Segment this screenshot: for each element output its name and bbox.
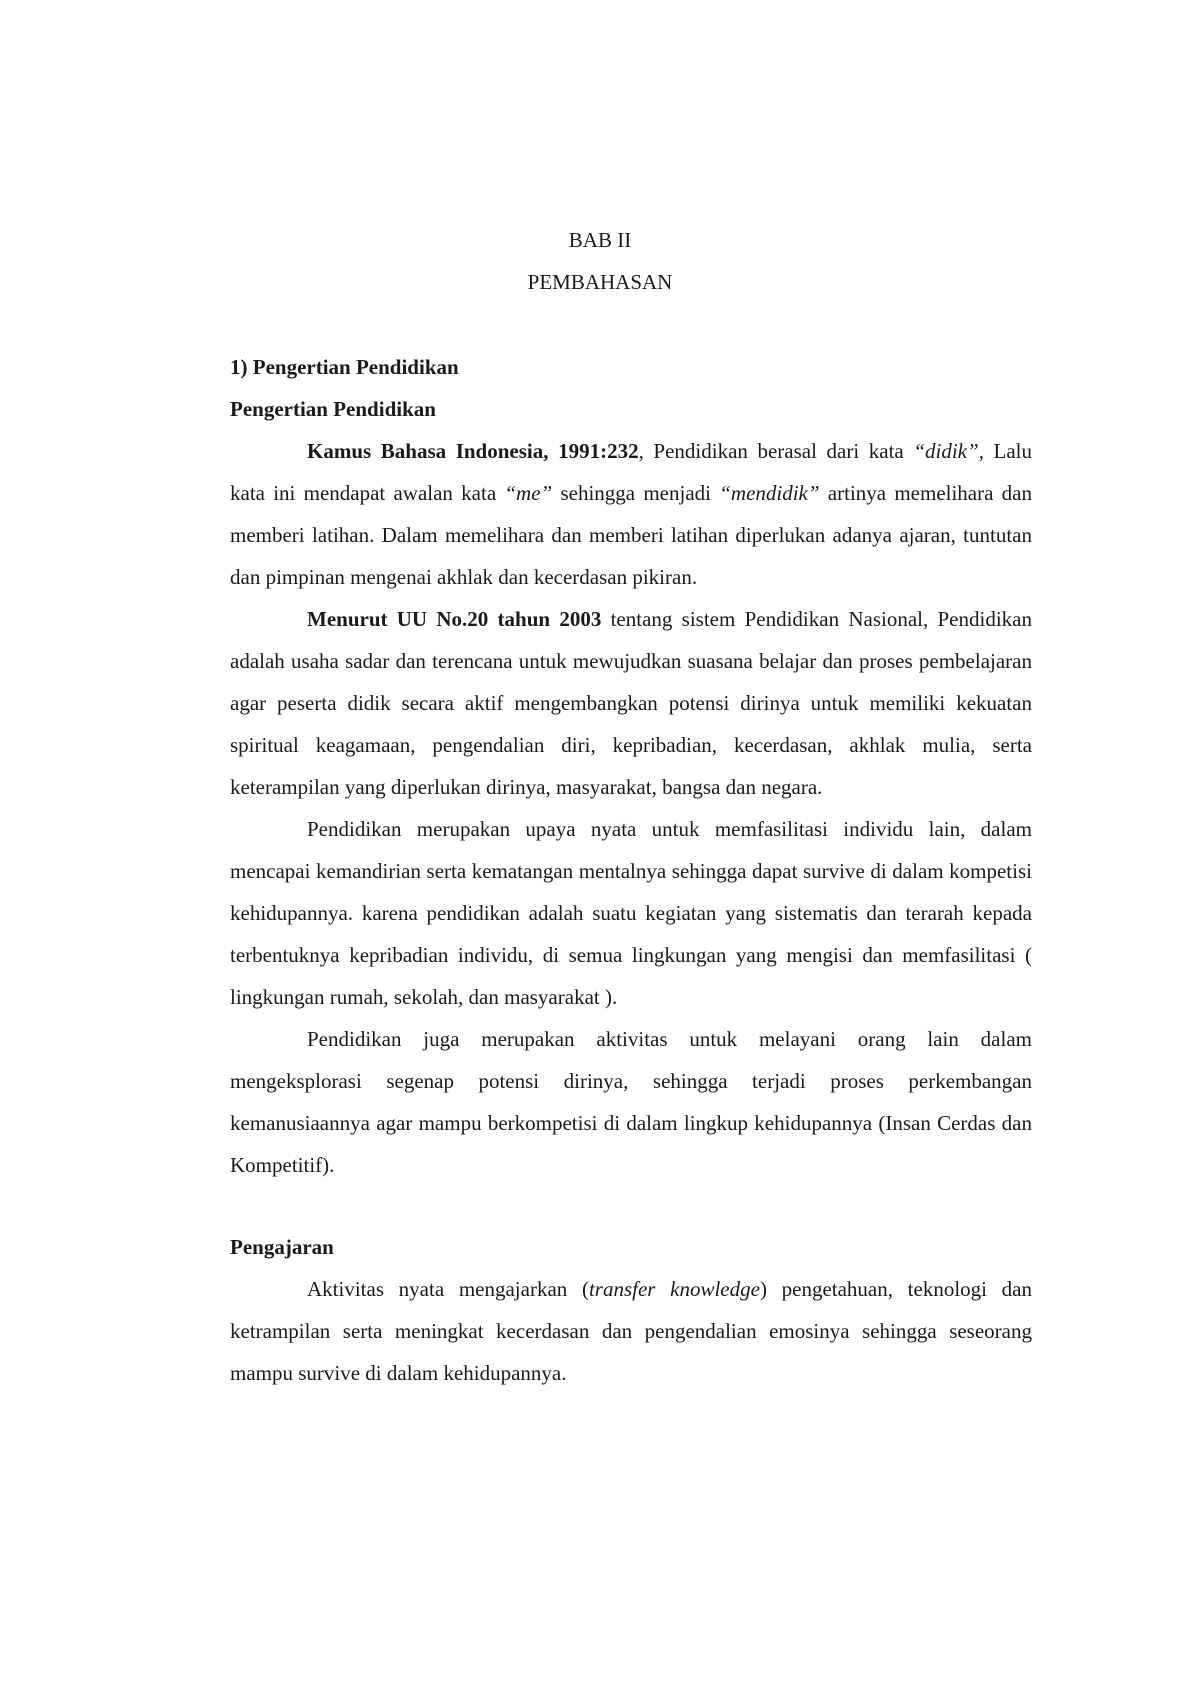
term-me: “me” xyxy=(504,481,553,505)
term-didik: “didik” xyxy=(913,439,979,463)
citation-uu: Menurut UU No.20 tahun 2003 xyxy=(307,607,602,631)
paragraph-aktivitas: Pendidikan juga merupakan aktivitas untuk melayani orang lain dalam mengeksplorasi segenap potensi dirinya, sehingga terjadi proses perkembangan kemanusiaannya agar mampu berkompetisi di dalam lingkup kehidupannya (Insan Cerdas dan Kompetitif). xyxy=(230,1027,1032,1177)
term-mendidik: “mendidik” xyxy=(719,481,820,505)
section-gap xyxy=(230,1186,1032,1226)
paragraph-uu: Menurut UU No.20 tahun 2003 tentang sistem Pendidikan Nasional, Pendidikan adalah usaha sadar dan terencana untuk mewujudkan suasana belajar dan proses pembelajaran agar peserta didik secara aktif mengembangkan potensi dirinya untuk memiliki kekuatan spiritual keagamaan, pengendalian diri, kepribadian, kecerdasan, akhlak mulia, serta keterampilan yang diperlukan dirinya, masyarakat, bangsa dan negara. xyxy=(230,607,1032,799)
document-body xyxy=(230,346,1032,1394)
subheading-pengertian: Pengertian Pendidikan xyxy=(230,397,436,421)
citation-kamus: Kamus Bahasa Indonesia, 1991:232 xyxy=(307,439,639,463)
paragraph-upaya: Pendidikan merupakan upaya nyata untuk memfasilitasi individu lain, dalam mencapai kemandirian serta kematangan mentalnya sehingga dapat survive di dalam kompetisi kehidupannya. karena pendidikan adalah suatu kegiatan yang sistematis dan terarah kepada terbentuknya kepribadian individu, di semua lingkungan yang mengisi dan memfasilitasi ( lingkungan rumah, sekolah, dan masyarakat ). xyxy=(230,817,1032,1009)
section-heading-pengajaran: Pengajaran xyxy=(230,1235,334,1259)
section-heading-pengertian: 1) Pengertian Pendidikan xyxy=(230,355,459,379)
paragraph-pengajaran: Aktivitas nyata mengajarkan (transfer knowledge) pengetahuan, teknologi dan ketrampilan serta meningkat kecerdasan dan pengendalian emosinya sehingga seseorang mampu survive di dalam kehidupannya. xyxy=(230,1277,1032,1385)
chapter-title: PEMBAHASAN xyxy=(527,270,673,294)
term-transfer-knowledge: transfer knowledge xyxy=(588,1277,760,1301)
chapter-label: BAB II xyxy=(568,228,632,252)
paragraph-kamus: Kamus Bahasa Indonesia, 1991:232, Pendidikan berasal dari kata “didik”, Lalu kata ini mendapat awalan kata “me” sehingga menjadi “mendidik” artinya memelihara dan memberi latihan. Dalam memelihara dan memberi latihan diperlukan adanya ajaran, tuntutan dan pimpinan mengenai akhlak dan kecerdasan pikiran. xyxy=(230,439,1033,589)
